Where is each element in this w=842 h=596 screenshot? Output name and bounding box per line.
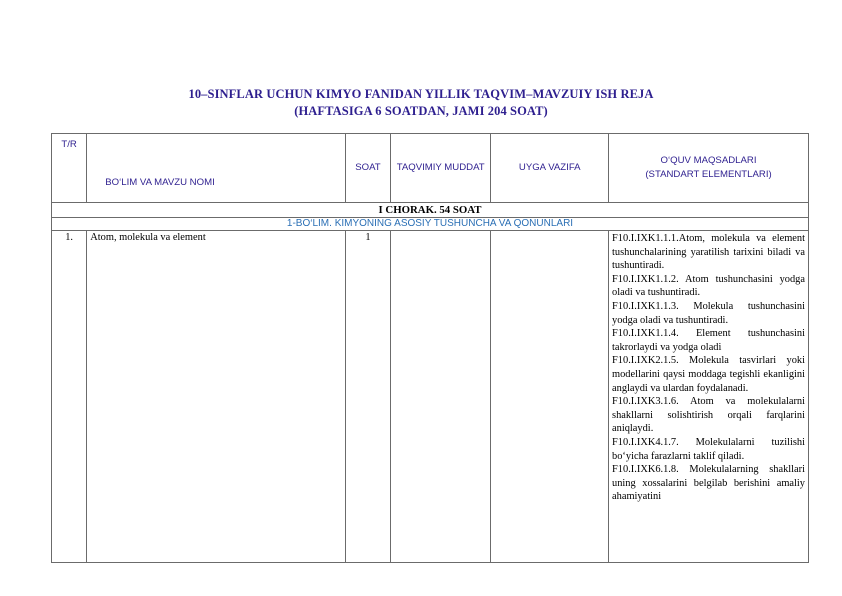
row-soat: 1	[346, 231, 391, 563]
document-title: 10–SINFLAR UCHUN KIMYO FANIDAN YILLIK TAQVIM–MAVZUIY ISH REJA	[188, 87, 654, 101]
header-learning-goals	[609, 134, 809, 203]
header-row	[52, 134, 809, 203]
header-topic-name: BO‘LIM VA MAVZU NOMI	[87, 134, 346, 203]
goal-item: F10.I.IXK4.1.7. Molekulalarni tuzilishi bo‘yicha farazlarni taklif qiladi.	[612, 436, 805, 462]
goal-item: F10.I.IXK1.1.4. Element tushunchasini takrorlaydi va yodga oladi	[612, 328, 805, 353]
quarter-label: I CHORAK. 54 SOAT	[52, 203, 809, 218]
section-row	[52, 218, 809, 231]
document-subtitle: (HAFTASIGA 6 SOATDAN, JAMI 204 SOAT)	[294, 104, 548, 118]
row-taqvimiy-muddat	[390, 231, 491, 563]
goal-item: F10.I.IXK2.1.5. Molekula tasvirlari yoki modellarini qaysi moddaga tegishli ekanligini anglaydi va ulardan foydalanadi.	[612, 355, 805, 394]
row-learning-goals	[609, 231, 809, 563]
goal-item: F10.I.IXK6.1.8. Molekulalarning shakllari uning xossalarini belgilab berishini amaliy ahamiyatini	[612, 464, 805, 503]
header-taqvimiy-muddat: TAQVIMIY MUDDAT	[390, 134, 491, 203]
plan-table	[51, 133, 809, 563]
goal-item: F10.I.IXK3.1.6. Atom va molekulalarni shakllarni solishtirish orqali farqlarini aniqlaydi.	[612, 396, 805, 435]
goal-item: F10.I.IXK1.1.1.Atom, molekula va element tushunchalarining yaratilish tarixini biladi va tushuntiradi.	[612, 233, 805, 272]
row-uyga-vazifa	[491, 231, 609, 563]
table-row	[52, 231, 809, 563]
quarter-row	[52, 203, 809, 218]
goal-item: F10.I.IXK1.1.2. Atom tushunchasini yodga oladi va tushuntiradi.	[612, 273, 805, 299]
section-label: 1-BO‘LIM. KIMYONING ASOSIY TUSHUNCHA VA QONUNLARI	[52, 218, 809, 231]
header-goals-line2: (STANDART ELEMENTLARI)	[645, 169, 772, 180]
header-soat: SOAT	[346, 134, 391, 203]
goal-item: F10.I.IXK1.1.3. Molekula tushunchasini yodga oladi va tushuntiradi.	[612, 300, 805, 326]
header-uyga-vazifa: UYGA VAZIFA	[491, 134, 609, 203]
header-goals-line1: O‘QUV MAQSADLARI	[660, 155, 757, 166]
row-topic: Atom, molekula va element	[87, 231, 346, 563]
header-tr: T/R	[52, 134, 87, 203]
row-number: 1.	[52, 231, 87, 563]
